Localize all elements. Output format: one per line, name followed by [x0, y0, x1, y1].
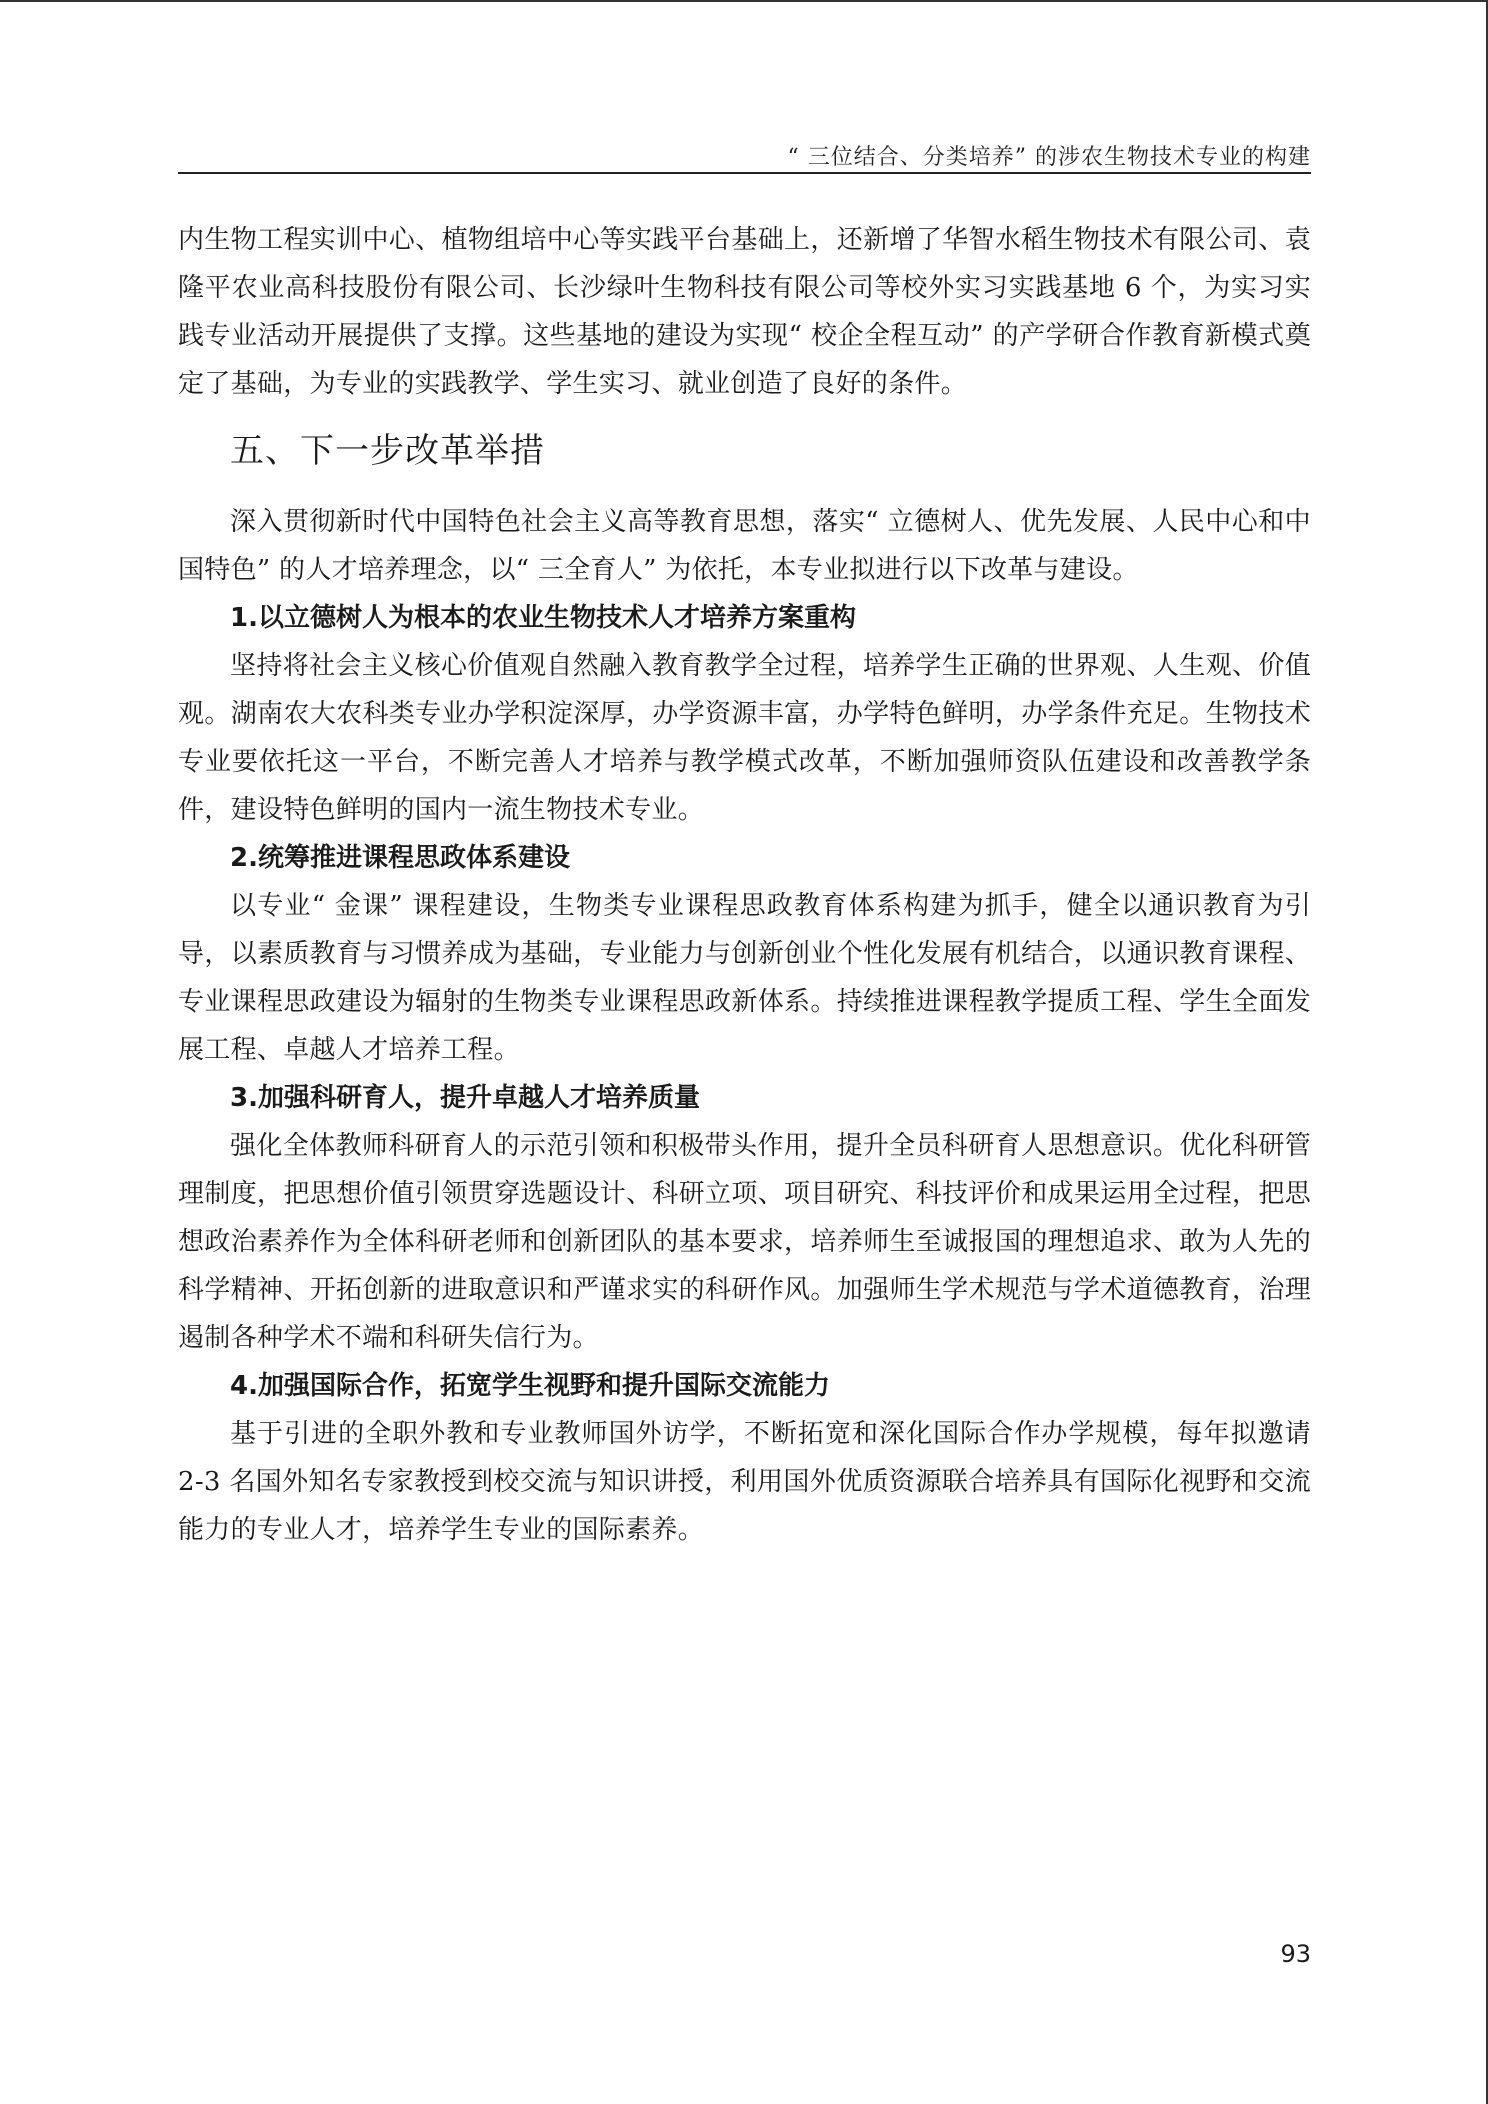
subsection-paragraph-2: 以专业“ 金课” 课程建设，生物类专业课程思政教育体系构建为抓手，健全以通识教育为引导，以素质教育与习惯养成为基础，专业能力与创新创业个性化发展有机结合，以通识教育课程、专业课程思政建设为辐射的生物类专业课程思政新体系。持续推进课程教学提质工程、学生全面发展工程、卓越人才培养工程。	[178, 891, 1311, 1065]
page-body	[178, 216, 1311, 1554]
subsection-heading-3: 3.加强科研育人，提升卓越人才培养质量	[230, 1083, 700, 1113]
page-number: 93	[1280, 1940, 1311, 1968]
intro-paragraph: 内生物工程实训中心、植物组培中心等实践平台基础上，还新增了华智水稻生物技术有限公司、袁隆平农业高科技股份有限公司、长沙绿叶生物科技有限公司等校外实习实践基地 6 个，为实习实践专业活动开展提供了支撑。这些基地的建设为实现“ 校企全程互动” 的产学研合作教育新模式奠定了基础，为专业的实践教学、学生实习、就业创造了良好的条件。	[178, 225, 1311, 399]
subsection-heading-4: 4.加强国际合作，拓宽学生视野和提升国际交流能力	[230, 1371, 830, 1401]
subsection-paragraph-4: 基于引进的全职外教和专业教师国外访学，不断拓宽和深化国际合作办学规模，每年拟邀请 2-3 名国外知名专家教授到校交流与知识讲授，利用国外优质资源联合培养具有国际化视野和交流能力的专业人才，培养学生专业的国际素养。	[178, 1419, 1311, 1545]
subsection-heading-1: 1.以立德树人为根本的农业生物技术人才培养方案重构	[230, 603, 856, 633]
page-top-border	[0, 0, 1488, 2]
subsection-paragraph-3: 强化全体教师科研育人的示范引领和积极带头作用，提升全员科研育人思想意识。优化科研管理制度，把思想价值引领贯穿选题设计、科研立项、项目研究、科技评价和成果运用全过程，把思想政治素养作为全体科研老师和创新团队的基本要求，培养师生至诚报国的理想追求、敢为人先的科学精神、开拓创新的进取意识和严谨求实的科研作风。加强师生学术规范与学术道德教育，治理遏制各种学术不端和科研失信行为。	[178, 1131, 1311, 1353]
section-heading: 五、下一步改革举措	[230, 431, 545, 471]
subsection-paragraph-1: 坚持将社会主义核心价值观自然融入教育教学全过程，培养学生正确的世界观、人生观、价值观。湖南农大农科类专业办学积淀深厚，办学资源丰富，办学特色鲜明，办学条件充足。生物技术专业要依托这一平台，不断完善人才培养与教学模式改革，不断加强师资队伍建设和改善教学条件，建设特色鲜明的国内一流生物技术专业。	[178, 651, 1311, 825]
section-lead-paragraph: 深入贯彻新时代中国特色社会主义高等教育思想，落实“ 立德树人、优先发展、人民中心和中国特色” 的人才培养理念，以“ 三全育人” 为依托，本专业拟进行以下改革与建设。	[178, 507, 1311, 585]
subsection-heading-2: 2.统筹推进课程思政体系建设	[230, 843, 570, 873]
running-header: “ 三位结合、分类培养” 的涉农生物技术专业的构建	[787, 145, 1311, 170]
header-rule	[178, 172, 1311, 174]
